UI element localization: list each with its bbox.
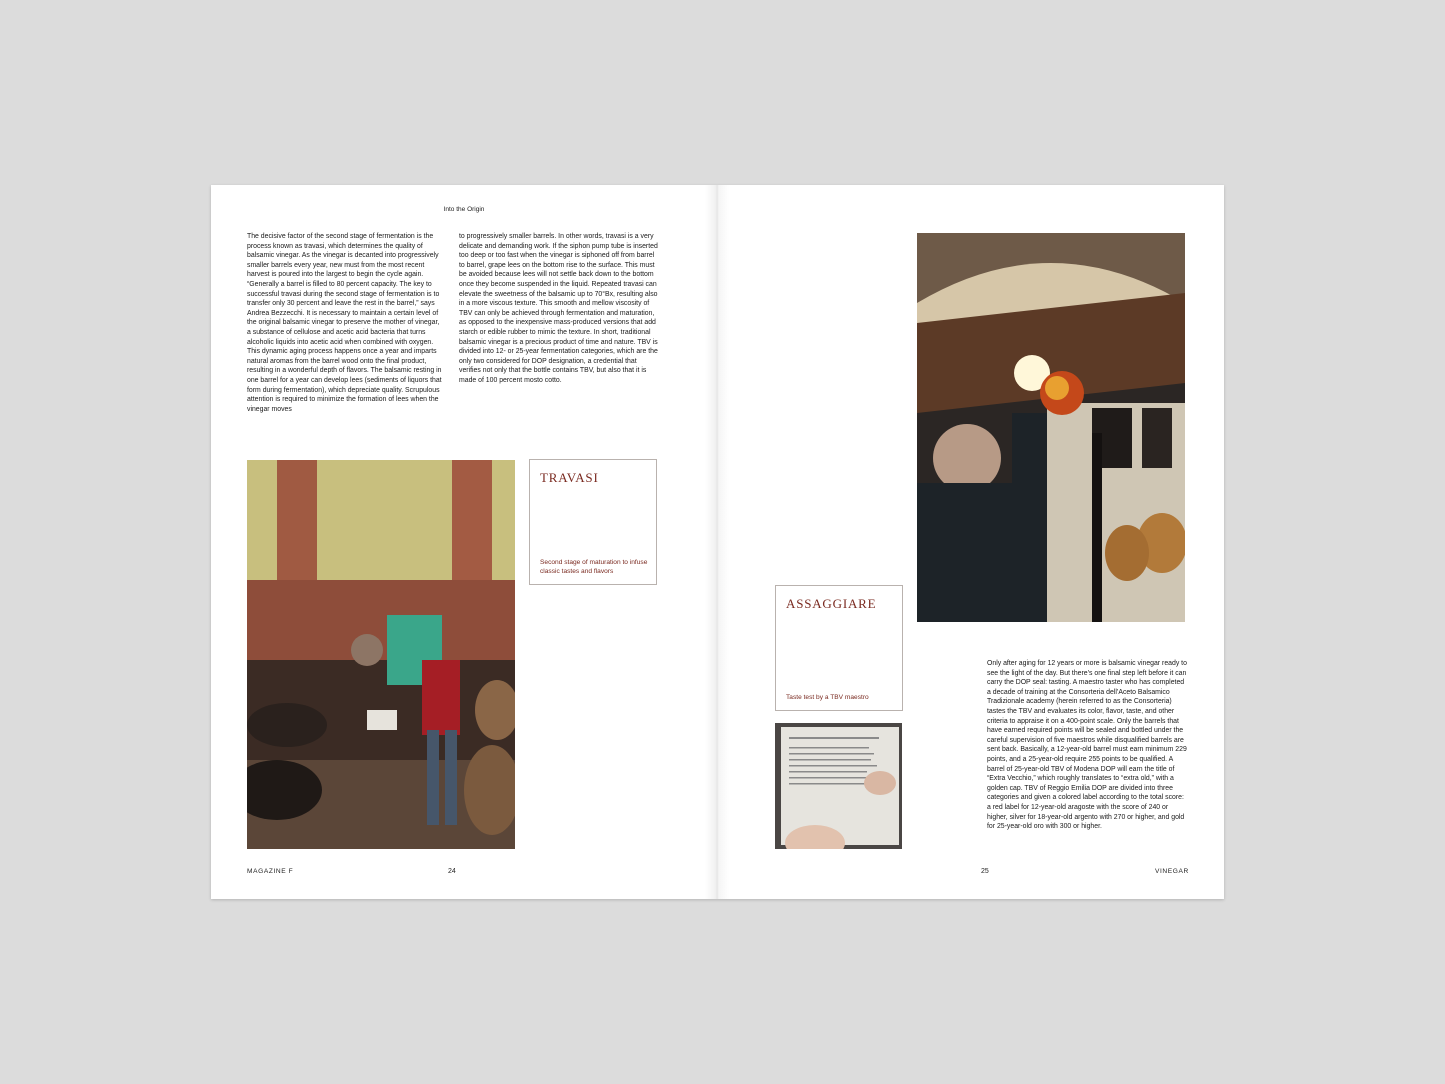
body-text-column-1: The decisive factor of the second stage of fermentation is the process known as travasi, which determines the quality of balsamic vinegar. As the vinegar is decanted into progressively smaller barrels every year, new must from the most recent harvest is poured into the largest to begin the cycle again. “Generally a barrel is filled to 80 percent capacity. The key to successful travasi during the second stage of fermentation is to transfer only 30 percent and leave the rest in the barrel,” says Andrea Bezzecchi. It is necessary to maintain a certain level of the original balsamic vinegar to preserve the mother of vinegar, a substance of cellulose and acetic acid bacteria that turns alcoholic liquids into acetic acid when combined with oxygen. This dynamic aging process happens once a year and imparts natural aromas from the barrel wood onto the final product, resulting in a wonderful depth of flavors. The balsamic resting in one barrel for a year can develop lees (sediments of liquors that form during fermentation), which depreciate quality. Scrupulous attention is required to minimize the formation of lees when the vinegar moves bbox=[247, 233, 442, 413]
assaggiare-description: Taste test by a TBV maestro bbox=[786, 694, 869, 701]
score-sheet-photo bbox=[775, 723, 902, 849]
magazine-name-footer: MAGAZINE F bbox=[247, 868, 294, 875]
travasi-term-box bbox=[529, 459, 657, 585]
cellar-photo bbox=[247, 460, 515, 849]
taster-photo bbox=[917, 233, 1185, 622]
page-number-left: 24 bbox=[448, 868, 456, 875]
assaggiare-term-box bbox=[775, 585, 903, 711]
right-page bbox=[717, 185, 1224, 899]
travasi-term: TRAVASI bbox=[540, 470, 599, 485]
body-text-column-2: to progressively smaller barrels. In other words, travasi is a very delicate and demanding work. If the siphon pump tube is inserted too deep or too fast when the vinegar is siphoned off from barrel to barrel, grape lees on the bottom rise to the surface. This must be avoided because lees will not settle back down to the bottom once they become suspended in the liquid. Repeated travasi can elevate the sweetness of the balsamic up to 70°Bx, resulting also in a more viscous texture. This smooth and mellow viscosity of TBV can only be achieved through fermentation and maturation, as opposed to the inexpensive mass-produced versions that add starch or edible rubber to mimic the texture. In short, traditional balsamic vinegar is a precious product of time and nature. TBV is divided into 12- or 25-year fermentation categories, which are the only two considered for DOP designation, a credential that verifies not only that the bottle contains TBV, but also that it is made of 100 percent mosto cotto. bbox=[459, 233, 658, 384]
left-page bbox=[211, 185, 717, 899]
score-sheet-photo-image bbox=[775, 723, 902, 849]
taster-photo-image bbox=[917, 233, 1185, 622]
travasi-description: Second stage of maturation to infuse classic tastes and flavors bbox=[540, 559, 648, 575]
magazine-spread bbox=[211, 185, 1224, 899]
page-number-right: 25 bbox=[981, 868, 989, 875]
assaggiare-term: ASSAGGIARE bbox=[786, 596, 877, 611]
running-head: Into the Origin bbox=[443, 206, 485, 213]
cellar-photo-image bbox=[247, 460, 515, 849]
body-text-column-3: Only after aging for 12 years or more is balsamic vinegar ready to see the light of the day. But there’s one final step left before it can carry the DOP seal: tasting. A maestro taster who has completed a decade of training at the Consorteria dell’Aceto Balsamico Tradizionale academy (herein referred to as the Consorteria) tastes the TBV and evaluates its color, flavor, taste, and other criteria to appraise it on a 400-point scale. Only the barrels that have earned required points will be sealed and bottled under the careful supervision of five maestros while disqualified barrels are sent back. Basically, a 12-year-old barrel must earn minimum 229 points, and a 25-year-old require 255 points to be qualified. A barrel of 25-year-old TBV of Modena DOP will earn the title of “Extra Vecchio,” which roughly translates to “extra old,” with a golden cap. TBV of Reggio Emilia DOP are divided into three categories and given a colored label according to the total score: a red label for 12-year-old aragoste with the score of 240 or higher, silver for 18-year-old argento with 270 or higher, and gold for 25-year-old oro with 300 or higher. bbox=[987, 660, 1187, 831]
section-name-footer: VINEGAR bbox=[1155, 868, 1189, 875]
